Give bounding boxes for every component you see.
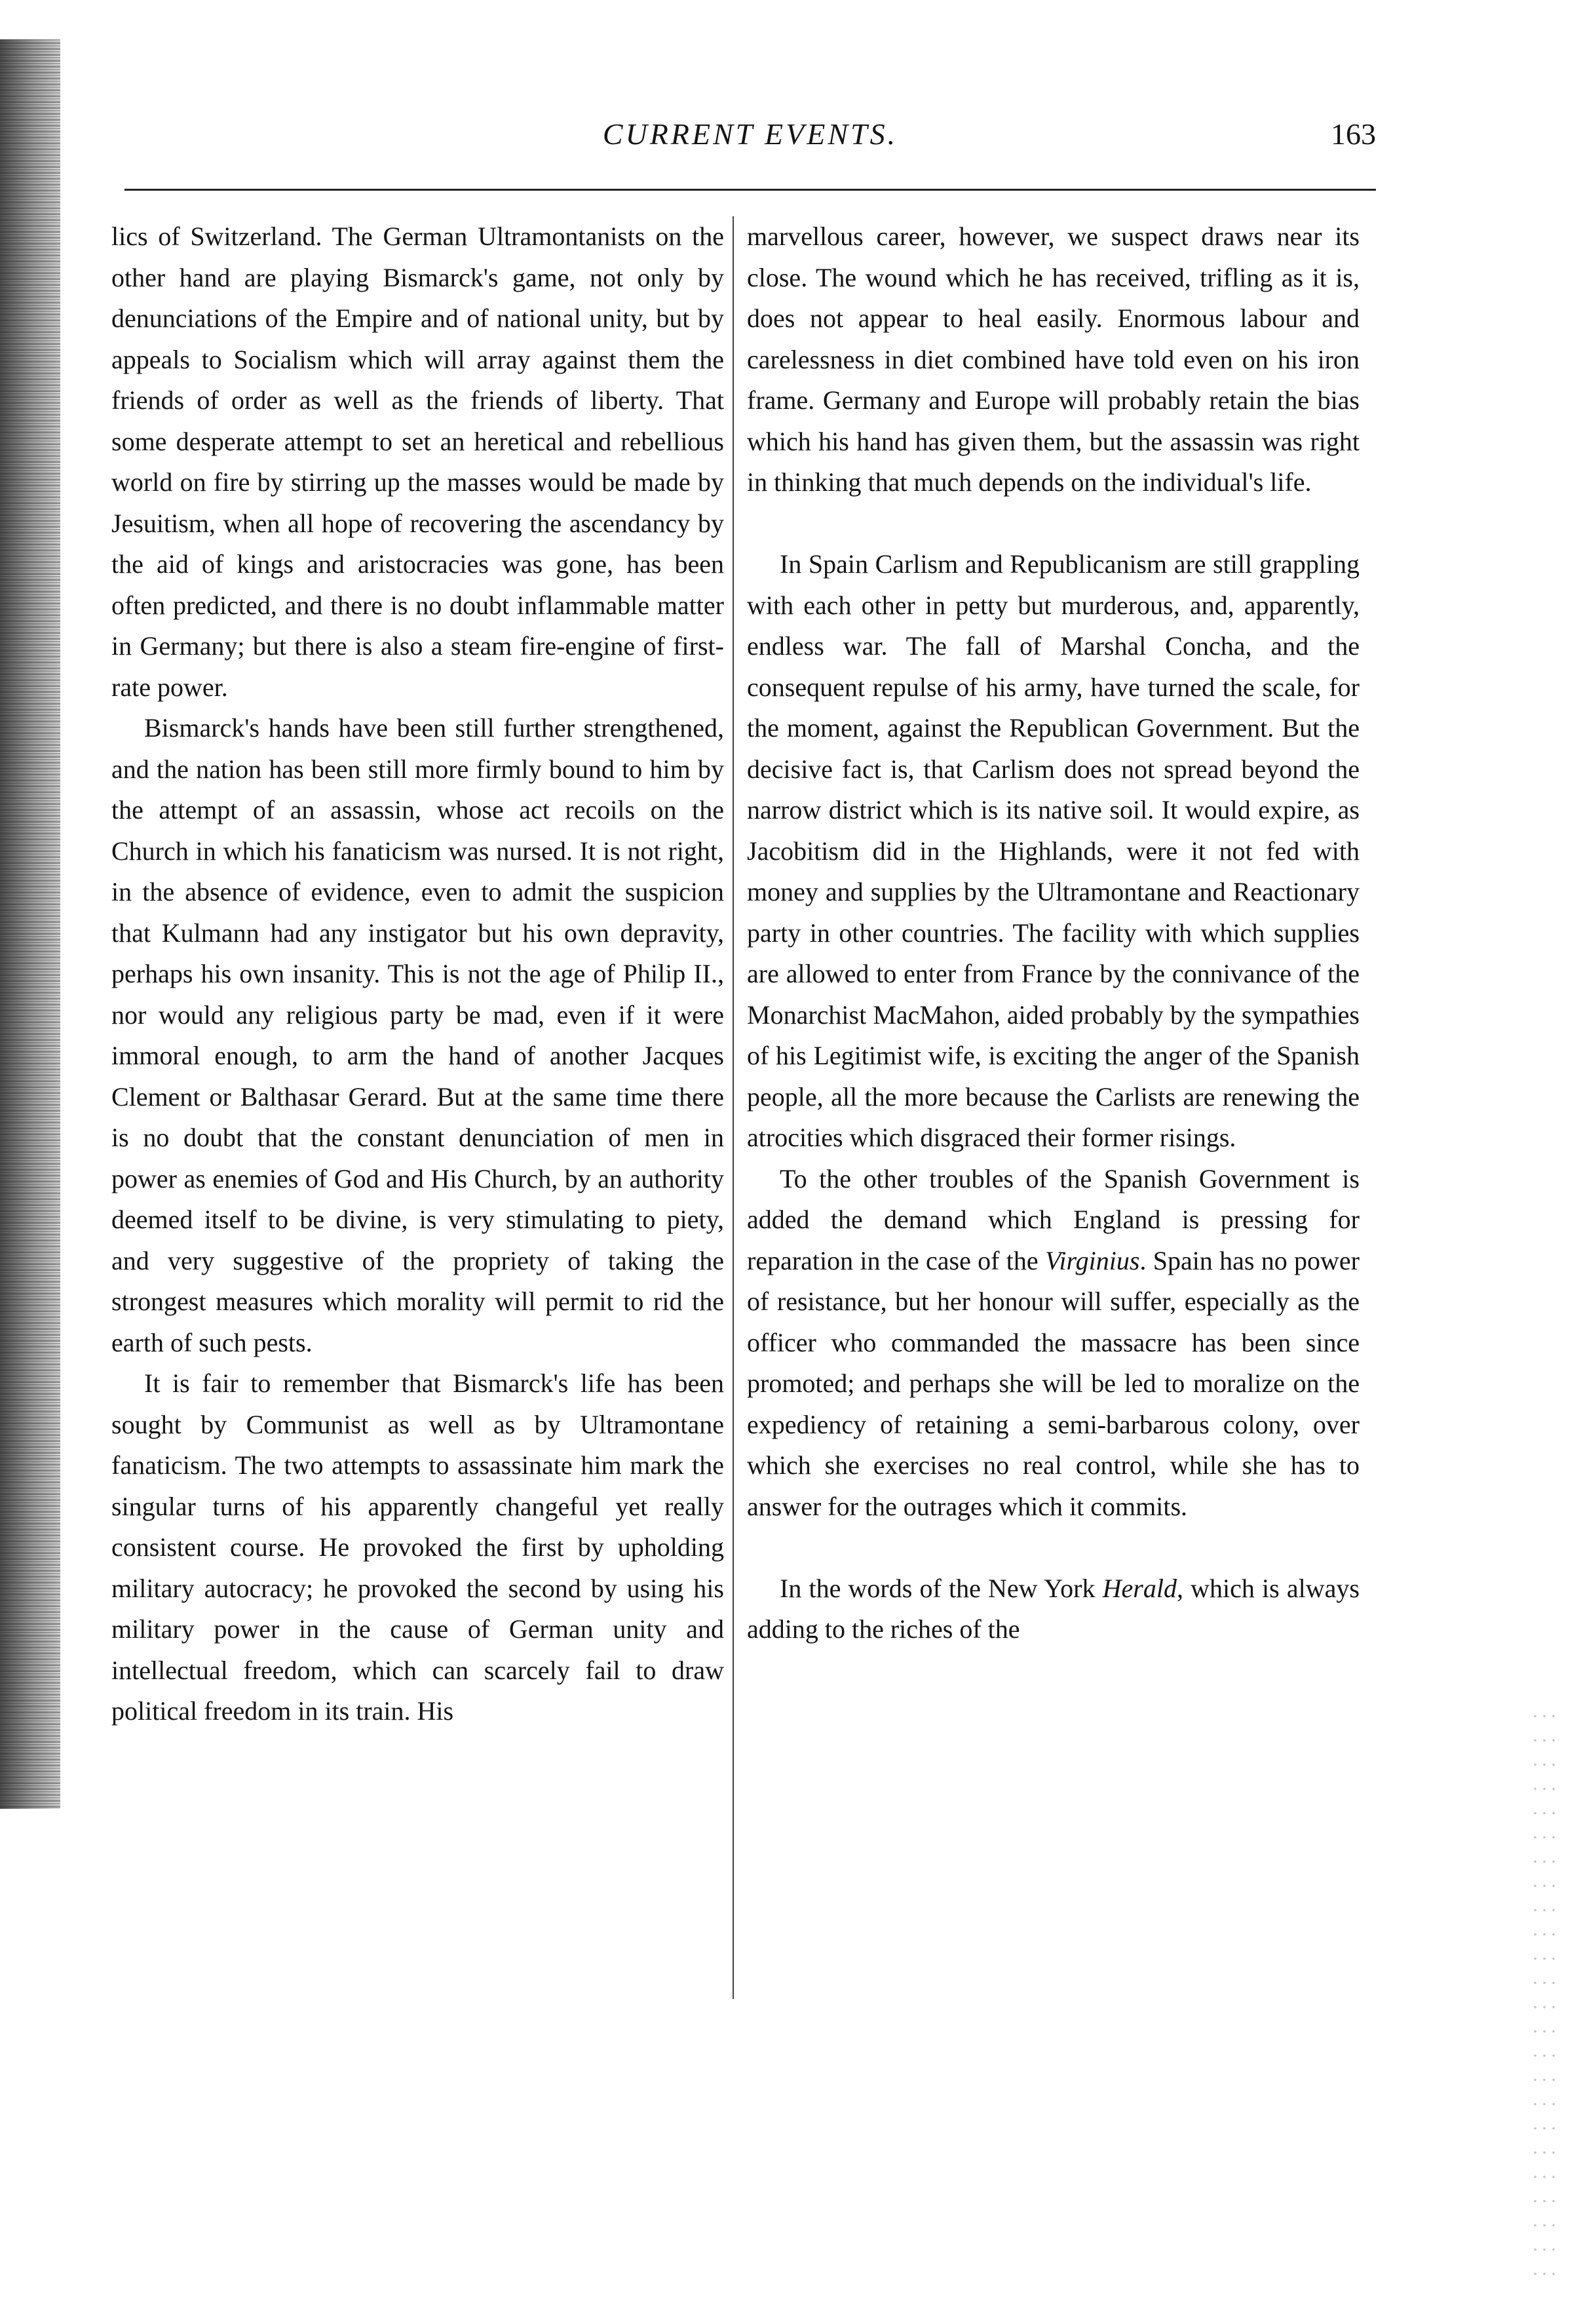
running-title: CURRENT EVENTS. <box>602 117 898 151</box>
paragraph: In Spain Carlism and Republicanism are still grappling with each other in petty but murderous, and, apparently, endless war. The fall of Marshal Concha, and the consequent repulse of his army, have turned the scale, for the moment, against the Republican Government. But the decisive fact is, that Carlism does not spread beyond the narrow district which is its native soil. It would expire, as Jacobitism did in the Highlands, were it not fed with money and supplies by the Ultramontane and Reactionary party in other countries. The facility with which supplies are allowed to enter from France by the connivance of the Monarchist MacMahon, aided probably by the sympathies of his Legitimist wife, is exciting the anger of the Spanish people, all the more because the Carlists are renewing the atrocities which disgraced their former risings. <box>747 549 1360 1152</box>
page-number: 163 <box>1331 117 1376 151</box>
header-rule <box>124 189 1376 191</box>
left-column <box>111 216 724 1732</box>
paragraph: Bismarck's hands have been still further strengthened, and the nation has been still more firmly bound to him by the attempt of an assassin, whose act recoils on the Church in which his fanaticism was nursed. It is not right, in the absence of evidence, even to admit the suspicion that Kulmann had any instigator but his own depravity, perhaps his own insanity. This is not the age of Philip II., nor would any religious party be mad, even if it were immoral enough, to arm the hand of another Jacques Clement or Balthasar Gerard. But at the same time there is no doubt that the constant denunciation of men in power as enemies of God and His Church, by an authority deemed itself to be divine, is very stimulating to piety, and very suggestive of the propriety of taking the strongest measures which morality will permit to rid the earth of such pests. <box>111 713 724 1357</box>
page-binding-edge <box>0 39 60 1809</box>
paragraph: It is fair to remember that Bismarck's life has been sought by Communist as well as by Ultramontane fanaticism. The two attempts to assassinate him mark the singular turns of his apparently changeful yet really consistent course. He provoked the first by upholding military autocracy; he provoked the second by using his military power in the cause of German unity and intellectual freedom, which can scarcely fail to draw political freedom in its train. His <box>111 1368 724 1726</box>
paragraph-text: , which is always adding to the riches of the <box>747 1573 1360 1644</box>
vessel-name: Virginius <box>1044 1245 1140 1275</box>
paragraph-text: To the other troubles of the Spanish Government is added the demand which England is pressing for reparation in the case of the <box>747 1163 1360 1275</box>
paragraph-text: In the words of the New York <box>780 1573 1103 1603</box>
page-header <box>124 117 1376 169</box>
newspaper-name: Herald <box>1102 1573 1177 1603</box>
scan-specks <box>1531 1704 1557 2294</box>
paragraph: lics of Switzerland. The German Ultramontanists on the other hand are playing Bismarck's game, not only by denunciations of the Empire and of national unity, but by appeals to Socialism which will array against them the friends of order as well as the friends of liberty. That some desperate attempt to set an heretical and rebellious world on fire by stirring up the masses would be made by Jesuitism, when all hope of recovering the ascendancy by the aid of kings and aristocracies was gone, has been often predicted, and there is no doubt inflammable matter in Germany; but there is also a steam fire-engine of first-rate power. <box>111 222 724 702</box>
paragraph <box>747 1568 1360 1650</box>
column-divider <box>733 216 734 1999</box>
right-column <box>747 216 1360 1650</box>
paragraph <box>747 1159 1360 1528</box>
paragraph: marvellous career, however, we suspect draws near its close. The wound which he has received, trifling as it is, does not appear to heal easily. Enormous labour and carelessness in diet combined have told even on his iron frame. Germany and Europe will probably retain the bias which his hand has given them, but the assassin was right in thinking that much depends on the individual's life. <box>747 222 1360 497</box>
paragraph-text: . Spain has no power of resistance, but her honour will suffer, especially as the officer who commanded the massacre has been since promoted; and perhaps she will be led to moralize on the expediency of retaining a semi-barbarous colony, over which she exercises no real control, while she has to answer for the outrages which it commits. <box>747 1245 1360 1521</box>
